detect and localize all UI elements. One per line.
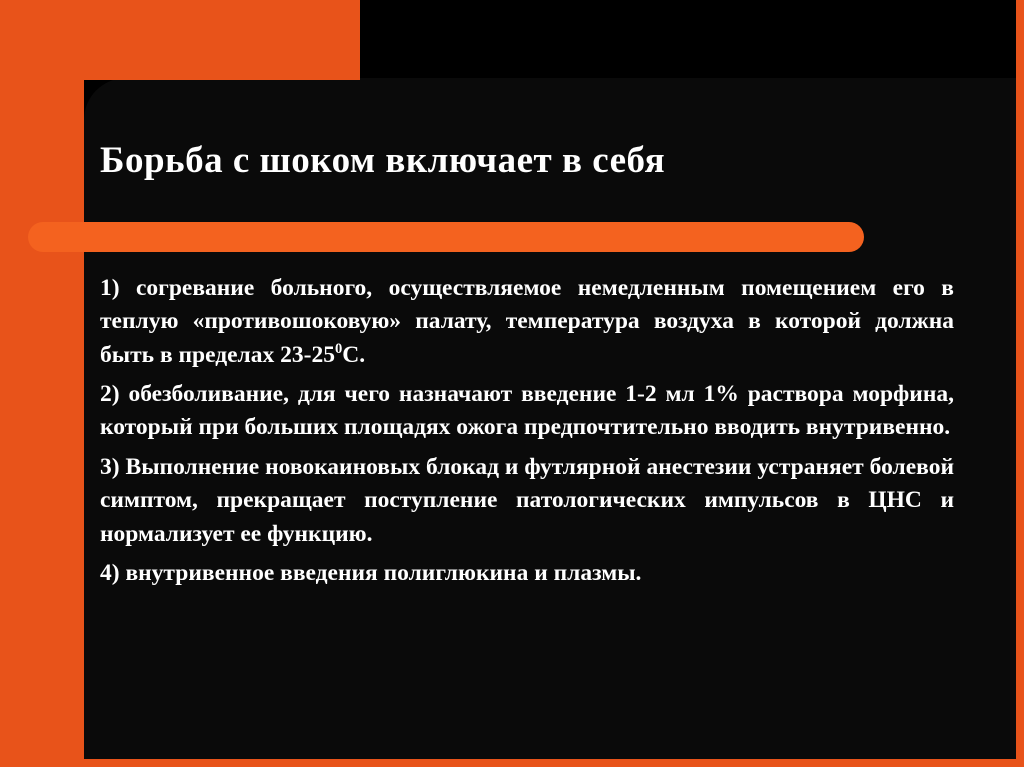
slide-body — [100, 272, 954, 590]
list-item — [100, 451, 954, 551]
right-accent-edge — [1016, 0, 1024, 767]
list-item-text: 3) Выполнение новокаиновых блокад и футлярной анестезии устраняет болевой симптом, прекращает поступление патологических импульсов в ЦНС и нормализует ее функцию. — [100, 453, 954, 547]
list-item-text-after: С. — [342, 341, 366, 368]
title-underline-bar — [28, 222, 864, 252]
list-item-text: 2) обезболивание, для чего назначают введение 1-2 мл 1% раствора морфина, который при больших площадях ожога предпочтительно вводить внутривенно. — [100, 381, 954, 441]
list-item-text: 1) согревание больного, осуществляемое немедленным помещением его в теплую «противошоковую» палату, температура воздуха в которой должна быть в пределах 23-25 — [100, 275, 954, 368]
superscript-degree: 0 — [334, 340, 343, 357]
slide-title: Борьба с шоком включает в себя — [100, 140, 666, 181]
left-accent-band — [0, 0, 84, 767]
bottom-accent-edge — [0, 759, 1024, 767]
top-left-accent-block — [0, 0, 360, 80]
list-item — [100, 272, 954, 372]
list-item — [100, 557, 954, 590]
list-item — [100, 378, 954, 445]
list-item-text: 4) внутривенное введения полиглюкина и плазмы. — [100, 559, 642, 586]
